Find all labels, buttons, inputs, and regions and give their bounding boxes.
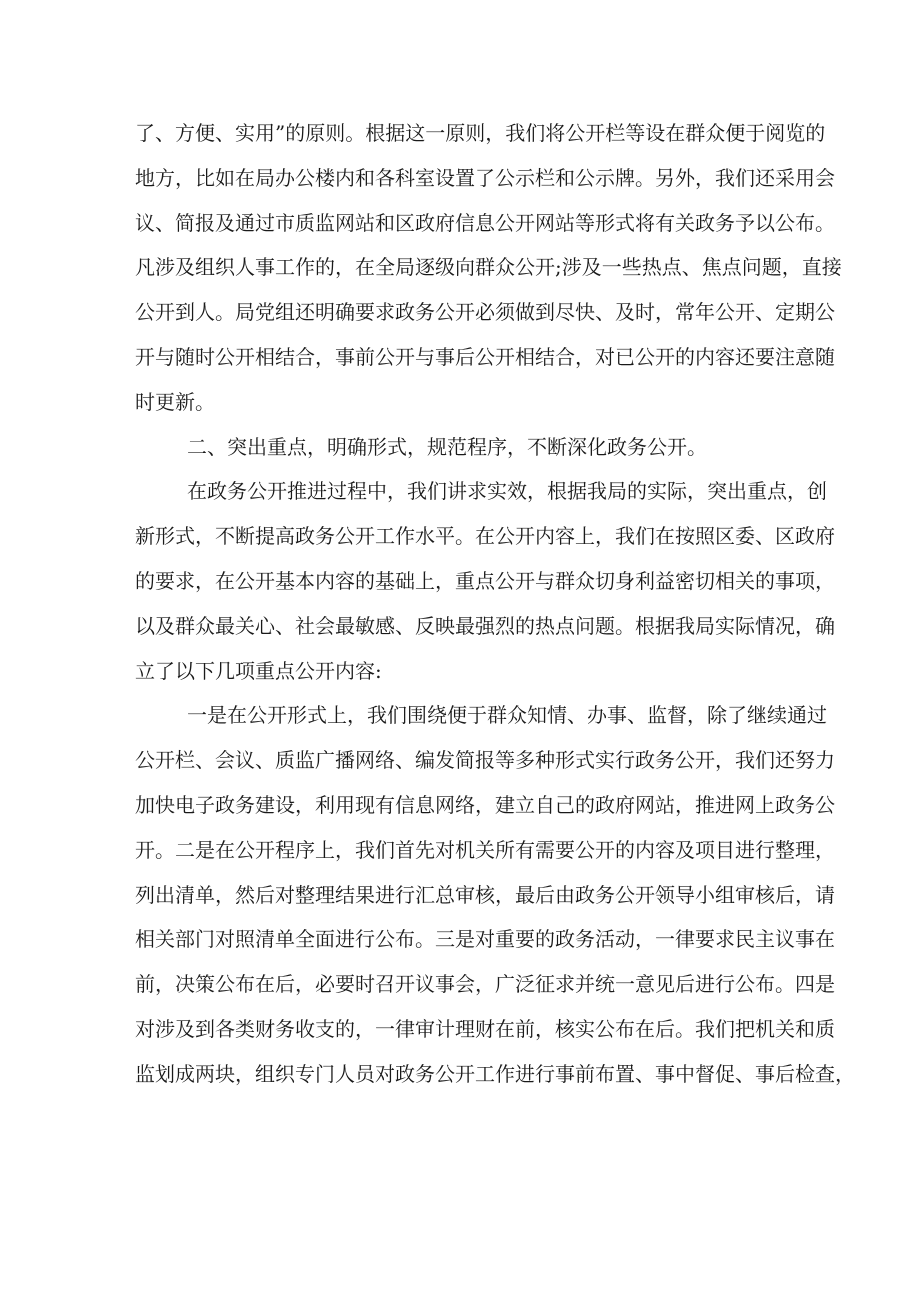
- text-line: 加快电子政务建设，利用现有信息网络，建立自己的政府网站，推进网上政务公: [135, 792, 835, 817]
- text-line: 地方，比如在局办公楼内和各科室设置了公示栏和公示牌。另外，我们还采用会: [135, 165, 835, 190]
- paragraph-forms-procedures: [135, 693, 855, 1096]
- text-line: 前，决策公布在后，必要时召开议事会，广泛征求并统一意见后进行公布。四是: [135, 972, 835, 997]
- text-line: 开与随时公开相结合，事前公开与事后公开相结合，对已公开的内容还要注意随: [135, 344, 835, 369]
- paragraph-key-content: [135, 469, 835, 693]
- text-line: 对涉及到各类财务收支的，一律审计理财在前，核实公布在后。我们把机关和质: [135, 1016, 835, 1041]
- text-line: 时更新。: [135, 389, 215, 414]
- text-line: 监划成两块，组织专门人员对政务公开工作进行事前布置、事中督促、事后检查，: [135, 1061, 855, 1086]
- text-line: 新形式，不断提高政务公开工作水平。在公开内容上，我们在按照区委、区政府: [135, 524, 835, 549]
- text-line: 列出清单，然后对整理结果进行汇总审核，最后由政务公开领导小组审核后，请: [135, 882, 835, 907]
- document-body: [135, 111, 855, 1097]
- section-heading: [135, 425, 795, 470]
- text-line: 一是在公开形式上，我们围绕便于群众知情、办事、监督，除了继续通过: [187, 703, 827, 728]
- text-line: 公开栏、会议、质监广播网络、编发简报等多种形式实行政务公开，我们还努力: [135, 748, 835, 773]
- text-line: 议、简报及通过市质监网站和区政府信息公开网站等形式将有关政务予以公布。: [135, 210, 835, 235]
- text-line: 了、方便、实用”的原则。根据这一原则，我们将公开栏等设在群众便于阅览的: [135, 121, 826, 145]
- text-line: 公开到人。局党组还明确要求政务公开必须做到尽快、及时，常年公开、定期公: [135, 300, 835, 325]
- text-line: 的要求，在公开基本内容的基础上，重点公开与群众切身利益密切相关的事项，: [135, 568, 835, 593]
- text-line: 开。二是在公开程序上，我们首先对机关所有需要公开的内容及项目进行整理，: [135, 837, 835, 862]
- text-line: 凡涉及组织人事工作的，在全局逐级向群众公开;涉及一些热点、焦点问题，直接: [135, 255, 842, 280]
- text-line: 二、突出重点，明确形式，规范程序，不断深化政务公开。: [187, 434, 707, 459]
- text-line: 相关部门对照清单全面进行公布。三是对重要的政务活动，一律要求民主议事在: [135, 927, 835, 952]
- paragraph-continuation: [135, 111, 842, 425]
- text-line: 在政务公开推进过程中，我们讲求实效，根据我局的实际，突出重点，创: [187, 479, 827, 504]
- text-line: 以及群众最关心、社会最敏感、反映最强烈的热点问题。根据我局实际情况，确: [135, 613, 835, 638]
- text-line: 立了以下几项重点公开内容:: [135, 658, 382, 683]
